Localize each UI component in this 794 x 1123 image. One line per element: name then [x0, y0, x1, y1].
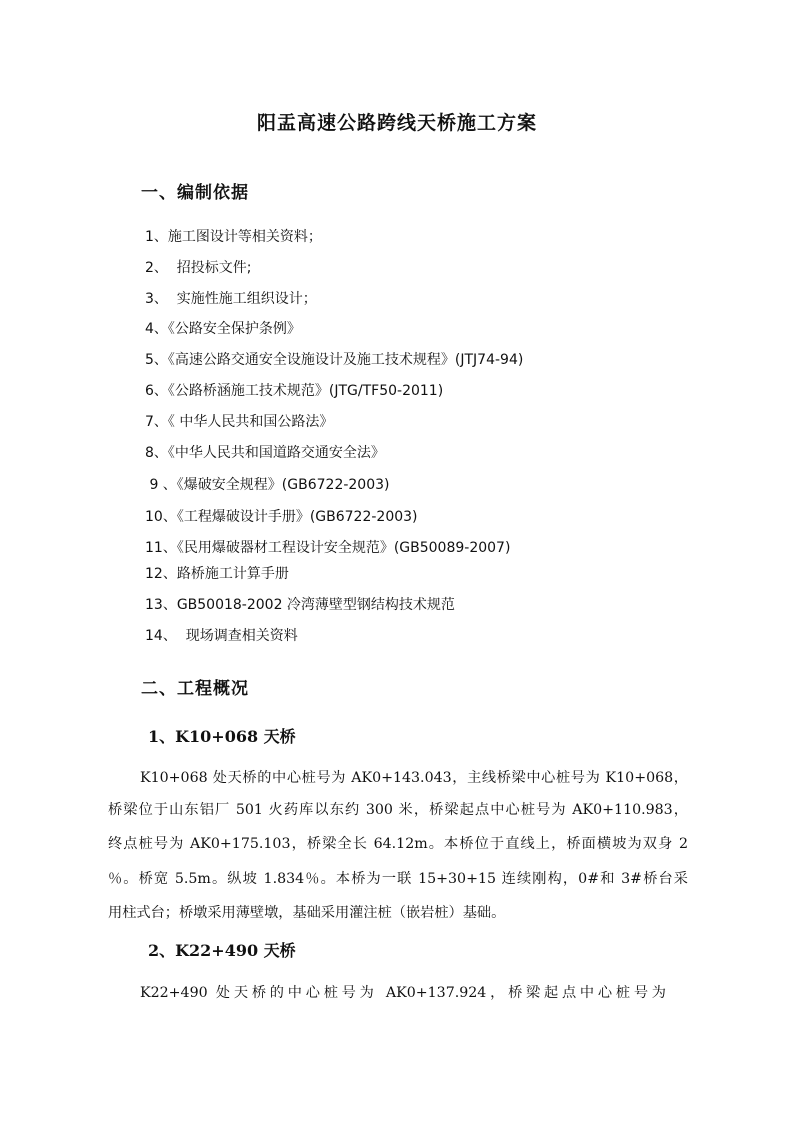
reference-item: 13、GB50018-2002 冷湾薄壁型钢结构技术规范 [145, 597, 455, 613]
subsection-heading-k22: 2、K22+490 天桥 [148, 941, 296, 960]
paragraph-line: 终点桩号为 AK0+175.103，桥梁全长 64.12m。本桥位于直线上，桥面横坡为双身 2 [108, 836, 688, 852]
paragraph-line: ％。桥宽 5.5m。纵坡 1.834％。本桥为一联 15+30+15 连续刚构，0#和 3#桥台采 [108, 871, 688, 887]
paragraph-line: K10+068 处天桥的中心桩号为 AK0+143.043，主线桥梁中心桩号为 K10+068， [140, 770, 688, 786]
paragraph-line: K22+490 处天桥的中心桩号为 AK0+137.924，桥梁起点中心桩号为 [140, 985, 666, 1001]
reference-item: 14、 现场调查相关资料 [145, 628, 298, 644]
section-heading-overview: 二、工程概况 [141, 679, 249, 699]
reference-item: 4、《公路安全保护条例》 [145, 321, 301, 337]
reference-item: 11、《民用爆破器材工程设计安全规范》(GB50089-2007) [145, 540, 511, 556]
paragraph-line: 桥梁位于山东铝厂 501 火药库以东约 300 米，桥梁起点中心桩号为 AK0+110.983， [108, 802, 688, 818]
reference-item: 6、《公路桥涵施工技术规范》(JTG/TF50-2011) [145, 383, 444, 399]
subsection-heading-k10: 1、K10+068 天桥 [148, 727, 296, 746]
reference-item: 1、施工图设计等相关资料； [145, 229, 322, 245]
reference-item: 2、 招投标文件; [145, 260, 252, 276]
paragraph-line: 用柱式台；桥墩采用薄壁墩，基础采用灌注桩（嵌岩桩）基础。 [108, 905, 506, 921]
section-heading-basis: 一、编制依据 [141, 183, 249, 203]
reference-item: 5、《高速公路交通安全设施设计及施工技术规程》(JTJ74-94) [145, 352, 524, 368]
reference-item: 10、《工程爆破设计手册》(GB6722-2003) [145, 509, 418, 525]
reference-item: 9 、《爆破安全规程》(GB6722-2003) [145, 477, 390, 493]
reference-item: 3、 实施性施工组织设计； [145, 291, 317, 307]
document-title: 阳盂高速公路跨线天桥施工方案 [256, 112, 537, 134]
reference-item: 12、路桥施工计算手册 [145, 566, 289, 582]
reference-item: 7、《 中华人民共和国公路法》 [145, 414, 334, 430]
reference-item: 8、《中华人民共和国道路交通安全法》 [145, 445, 385, 461]
